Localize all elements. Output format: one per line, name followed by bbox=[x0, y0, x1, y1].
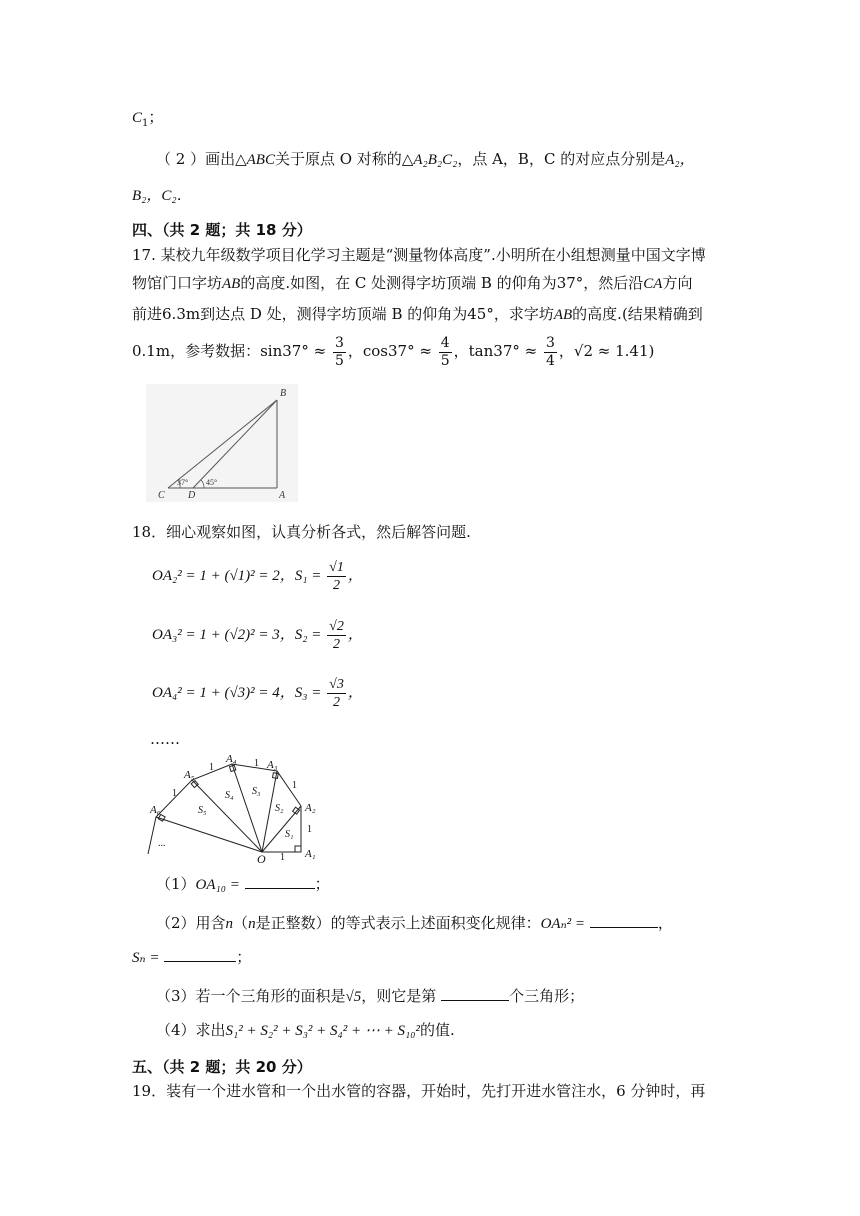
q18-part2-sn: Sₙ = ； bbox=[132, 948, 252, 966]
q18-part2: （2）用含n（n是正整数）的等式表示上述面积变化规律：OAₙ² = ， bbox=[156, 914, 673, 932]
answer-blank-oan[interactable] bbox=[590, 913, 658, 928]
answer-blank-oa10[interactable] bbox=[245, 874, 315, 889]
sin-fraction: $\frac{3}{5}$ bbox=[334, 334, 344, 369]
label-b: B bbox=[280, 388, 287, 399]
right-angle-mark-a5 bbox=[191, 781, 198, 788]
label-s1: S₁ bbox=[285, 829, 294, 840]
label-one-a2a3: 1 bbox=[292, 780, 297, 791]
answer-blank-sn[interactable] bbox=[164, 947, 236, 962]
q18-spiral-figure bbox=[140, 750, 340, 866]
q18-equation-2: OA₃² = 1 + (√2)² = 3，S₂ = $\frac{√2}{2}$ ， bbox=[152, 619, 363, 653]
label-one-a4a5: 1 bbox=[209, 762, 214, 773]
side-oa6 bbox=[156, 817, 262, 852]
label-s5: S₅ bbox=[198, 805, 207, 816]
label-a6: A₆ bbox=[150, 804, 161, 816]
label-one-right: 1 bbox=[307, 824, 312, 835]
q19-line1: 19．装有一个进水管和一个出水管的容器，开始时，先打开进水管注水，6 分钟时，再 bbox=[132, 1082, 706, 1100]
label-a2: A₂ bbox=[305, 802, 316, 814]
q18-dots: …… bbox=[150, 730, 180, 748]
q16-line3: B₂，C₂． bbox=[132, 188, 192, 204]
label-c: C bbox=[158, 490, 165, 501]
q18-part1: （1）OA₁₀ = ； bbox=[156, 875, 330, 893]
angle-label-37: 37° bbox=[177, 478, 189, 487]
tan-fraction: $\frac{3}{4}$ bbox=[545, 334, 555, 369]
label-s3: S₃ bbox=[252, 786, 261, 797]
right-angle-mark-a1 bbox=[295, 846, 301, 852]
q16-c1: $C_1$； bbox=[132, 108, 164, 129]
answer-blank-triangle-number[interactable] bbox=[441, 986, 509, 1001]
cos-fraction: $\frac{4}{5}$ bbox=[440, 334, 450, 369]
section-five-title: 五、（共 2 题；共 20 分） bbox=[132, 1058, 312, 1076]
right-angle-mark-a4 bbox=[229, 765, 235, 771]
q18-part3: （3）若一个三角形的面积是√5，则它是第 个三角形； bbox=[156, 987, 585, 1005]
label-a4: A₄ bbox=[226, 753, 237, 765]
q18-intro: 18．细心观察如图，认真分析各式，然后解答问题. bbox=[132, 523, 471, 541]
q18-equation-1: OA₂² = 1 + (√1)² = 2，S₁ = $\frac{√1}{2}$ ， bbox=[152, 560, 363, 594]
q16-part2: （ 2 ）画出△ABC关于原点 O 对称的△A₂B₂C₂，点 A，B，C 的对应点分别是A₂， bbox=[156, 150, 695, 168]
label-a5: A₅ bbox=[184, 769, 195, 781]
label-s4: S₄ bbox=[225, 790, 234, 801]
label-one-bottom: 1 bbox=[280, 852, 285, 863]
q18-part4: （4）求出S₁² + S₂² + S₃² + S₄² + ⋯ + S₁₀²的值. bbox=[156, 1021, 455, 1039]
label-d: D bbox=[188, 490, 196, 501]
label-one-a5a6: 1 bbox=[172, 788, 177, 799]
q17-line3: 前进6.3m到达点 D 处，测得字坊顶端 B 的仰角为45°，求字坊AB的高度.(结果精确到 bbox=[132, 305, 703, 323]
side-oa4 bbox=[232, 764, 262, 852]
label-o: O bbox=[257, 852, 266, 866]
label-a: A bbox=[279, 490, 286, 501]
label-a3: A₃ bbox=[267, 759, 278, 771]
angle-label-45: 45° bbox=[206, 478, 218, 487]
q17-line2: 物馆门口字坊AB的高度.如图，在 C 处测得字坊顶端 B 的仰角为37°，然后沿CA方向 bbox=[132, 274, 693, 292]
q17-line1: 17. 某校九年级数学项目化学习主题是“测量物体高度”.小明所在小组想测量中国文字博 bbox=[132, 246, 706, 264]
q17-line4: 0.1m，参考数据：sin37° ≈ $\frac{3}{5}$ ，cos37° ≈ $\frac{4}{5}$ ，tan37° ≈ $\frac{3}{4}$ ，√2 ≈ 1.41) bbox=[132, 334, 655, 369]
section-four-title: 四、（共 2 题；共 18 分） bbox=[132, 221, 312, 239]
label-ellipsis: ... bbox=[158, 838, 166, 849]
q18-equation-3: OA₄² = 1 + (√3)² = 4，S₃ = $\frac{√3}{2}$ ， bbox=[152, 677, 363, 711]
label-one-a3a4: 1 bbox=[254, 758, 259, 769]
q17-figure bbox=[146, 384, 298, 502]
label-s2: S₂ bbox=[275, 803, 284, 814]
label-a1: A₁ bbox=[305, 848, 316, 860]
